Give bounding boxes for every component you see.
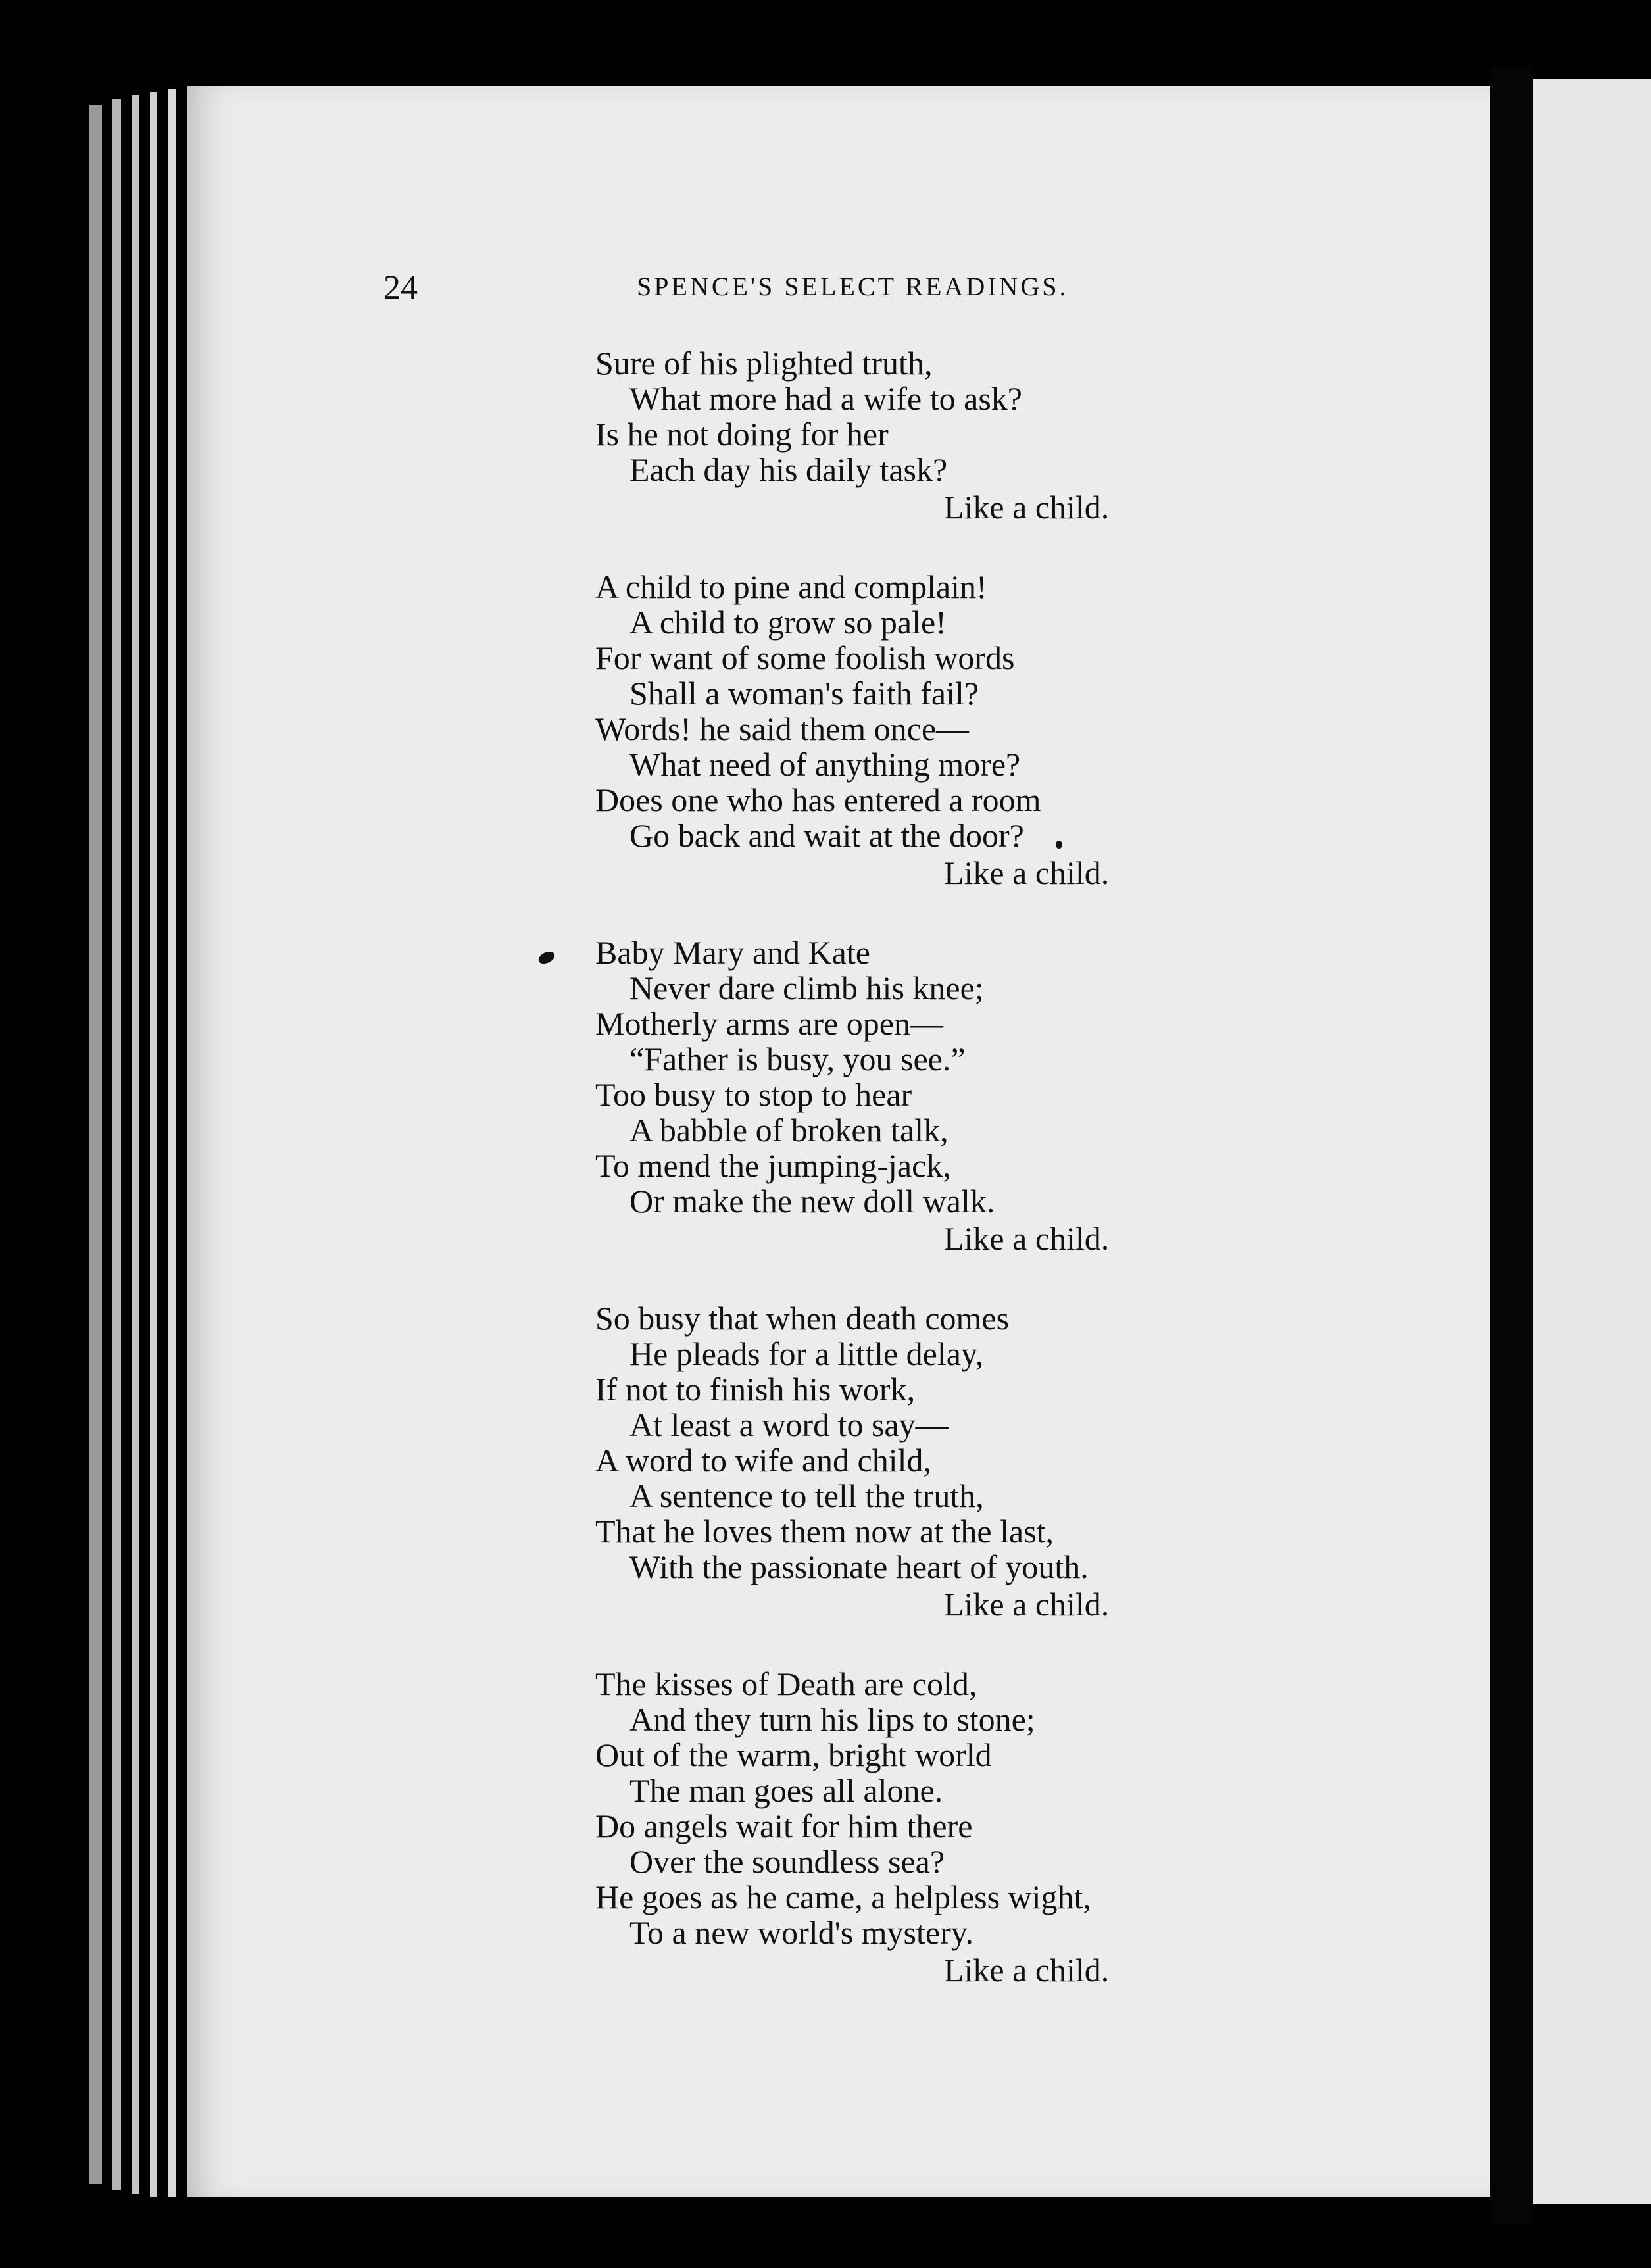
refrain-line: Like a child. [944, 854, 1110, 891]
poem-line: Does one who has entered a room [595, 781, 1041, 818]
refrain-line: Like a child. [944, 1220, 1110, 1257]
stanza [595, 1666, 1253, 1990]
poem-line: Too busy to stop to hear [595, 1076, 912, 1113]
poem-body [595, 345, 1253, 2032]
poem-line: Or make the new doll walk. [629, 1183, 995, 1220]
page-number: 24 [383, 269, 418, 307]
stanza [595, 935, 1253, 1258]
poem-line: What more had a wife to ask? [629, 380, 1022, 417]
page-edge [112, 99, 121, 2190]
book-gutter [1490, 66, 1533, 2223]
page-edge [168, 89, 176, 2197]
poem-line: Words! he said them once— [595, 710, 970, 747]
poem-line: For want of some foolish words [595, 639, 1015, 676]
poem-line: That he loves them now at the last, [595, 1513, 1054, 1550]
running-head: SPENCE'S SELECT READINGS. [637, 272, 1069, 301]
poem-line: With the passionate heart of youth. [629, 1548, 1089, 1585]
poem-line: A word to wife and child, [595, 1442, 932, 1479]
poem-line: He goes as he came, a helpless wight, [595, 1879, 1091, 1915]
poem-line: A babble of broken talk, [629, 1112, 949, 1148]
poem-line: Is he not doing for her [595, 416, 889, 453]
poem-line: Motherly arms are open— [595, 1005, 944, 1042]
poem-line: At least a word to say— [629, 1406, 949, 1443]
poem-line: Shall a woman's faith fail? [629, 675, 979, 712]
poem-line: The kisses of Death are cold, [595, 1665, 977, 1702]
poem-line: A sentence to tell the truth, [629, 1477, 984, 1514]
page-edge [150, 92, 157, 2197]
stanza [595, 345, 1253, 527]
page-edge [89, 105, 102, 2184]
refrain-line: Like a child. [944, 1586, 1110, 1623]
poem-line: A child to grow so pale! [629, 604, 947, 641]
poem-line: Do angels wait for him there [595, 1808, 973, 1844]
poem-line: Go back and wait at the door? [629, 817, 1024, 854]
poem-line: To mend the jumping-jack, [595, 1147, 951, 1184]
poem-line: The man goes all alone. [629, 1772, 943, 1809]
refrain-line: Like a child. [944, 1952, 1110, 1988]
stanza [595, 569, 1253, 893]
page-edge [132, 95, 139, 2194]
poem-line: Out of the warm, bright world [595, 1737, 992, 1773]
poem-line: And they turn his lips to stone; [629, 1701, 1035, 1738]
stanza [595, 1300, 1253, 1624]
refrain-line: Like a child. [944, 489, 1110, 526]
poem-line: Each day his daily task? [629, 451, 948, 488]
poem-line: Sure of his plighted truth, [595, 345, 933, 382]
poem-line: Never dare climb his knee; [629, 970, 984, 1006]
poem-line: If not to finish his work, [595, 1371, 916, 1408]
poem-line: Over the soundless sea? [629, 1843, 945, 1880]
facing-page-edge [1533, 79, 1651, 2204]
poem-line: He pleads for a little delay, [629, 1335, 984, 1372]
poem-line: A child to pine and complain! [595, 568, 987, 605]
poem-line: “Father is busy, you see.” [629, 1041, 966, 1077]
poem-line: To a new world's mystery. [629, 1914, 973, 1951]
poem-line: So busy that when death comes [595, 1300, 1010, 1337]
poem-line: What need of anything more? [629, 746, 1021, 783]
poem-line: Baby Mary and Kate [595, 934, 870, 971]
